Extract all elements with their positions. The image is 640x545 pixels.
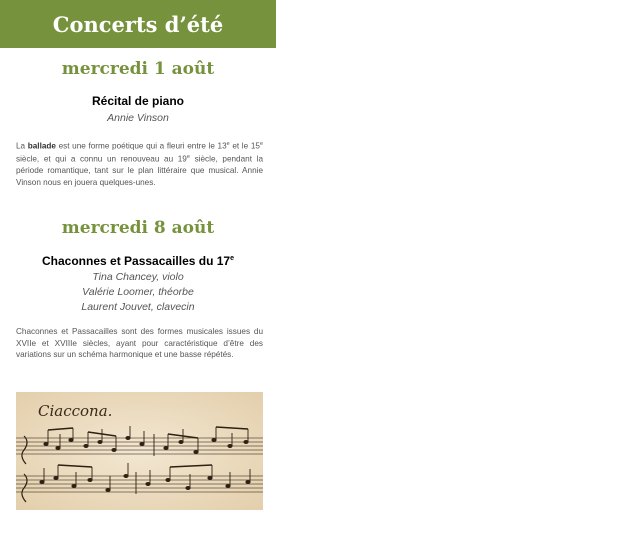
event-title — [0, 254, 276, 268]
sheet-music-illustration — [16, 392, 263, 510]
description-text: La — [16, 141, 26, 151]
description-text: siècle, pendant la période romantique, tant sur le plan littéraire que musical. Annie Vinson nous en jouera quelques-unes. — [16, 154, 263, 187]
event-date: mercredi 8 août — [61, 218, 215, 238]
description-text: et le 15 — [232, 141, 260, 151]
event-description: Chaconnes et Passacailles sont des formes musicales issues du XVIIe et XVIIIe siècles, ayant pour caractéristique d’être des variations sur un schéma harmonique et une basse répétés. — [16, 327, 263, 359]
superscript: e — [226, 141, 230, 147]
event-date: mercredi 1 août — [61, 59, 215, 79]
event-title: Récital de piano — [91, 94, 185, 108]
performer: Laurent Jouvet, clavecin — [81, 301, 195, 313]
header-banner — [0, 0, 276, 48]
performer: Annie Vinson — [107, 112, 169, 124]
performer: Valérie Loomer, théorbe — [82, 286, 194, 298]
performer: Tina Chancey, violo — [92, 271, 184, 283]
manuscript-title: Ciaccona. — [38, 402, 113, 420]
concert-program — [0, 0, 276, 545]
description-text: est une forme poétique qui a fleuri entre le 13 — [58, 141, 227, 151]
manuscript-image — [16, 392, 263, 510]
superscript: e — [186, 154, 190, 161]
description-text: siècle, et qui a connu un renouveau au 19 — [16, 154, 187, 164]
event-title-text: Chaconnes et Passacailles du 17 — [42, 254, 231, 268]
description-bold: ballade — [27, 141, 56, 151]
event-description — [16, 139, 263, 188]
superscript: e — [230, 255, 234, 262]
page-title: Concerts d’été — [52, 11, 224, 37]
superscript: e — [259, 141, 263, 147]
